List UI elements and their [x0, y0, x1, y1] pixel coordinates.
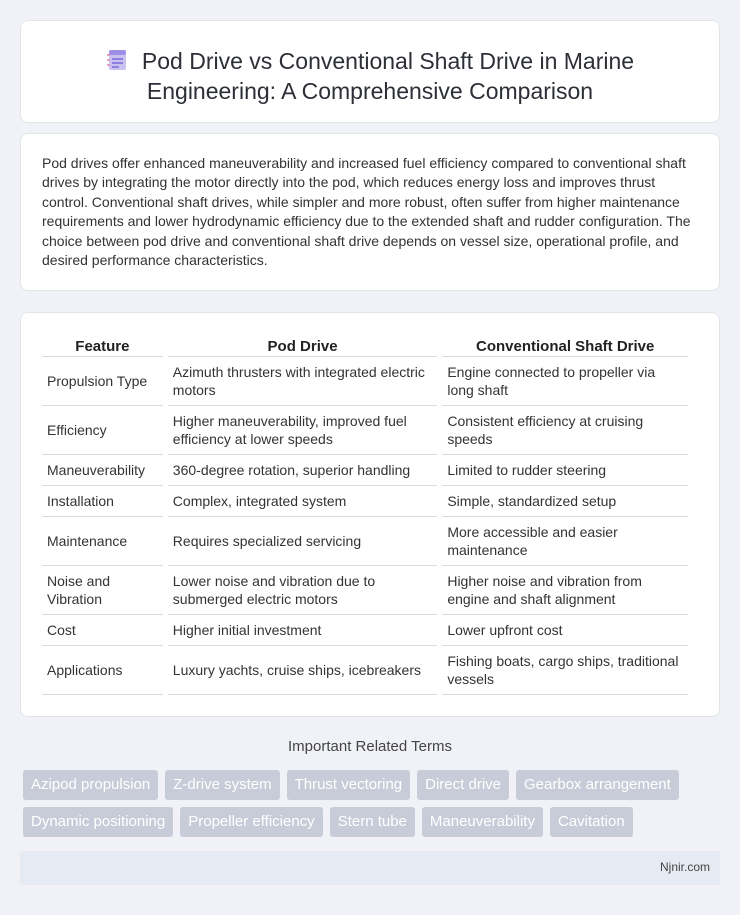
title-card — [20, 20, 720, 123]
table-row — [42, 357, 688, 406]
table-cell: Limited to rudder steering — [442, 455, 688, 486]
tag-cavitation[interactable]: Cavitation — [550, 807, 633, 837]
table-cell: Maintenance — [42, 517, 163, 566]
related-terms-title: Important Related Terms — [288, 738, 452, 755]
document-icon — [106, 48, 128, 72]
column-header-feature: Feature — [42, 333, 163, 357]
footer — [20, 851, 720, 885]
table-cell: Higher maneuverability, improved fuel efficiency at lower speeds — [168, 406, 438, 455]
table-cell: Higher noise and vibration from engine and shaft alignment — [442, 566, 688, 615]
table-cell: Maneuverability — [42, 455, 163, 486]
table-cell: Consistent efficiency at cruising speeds — [442, 406, 688, 455]
table-cell: Applications — [42, 646, 163, 695]
table-row — [42, 517, 688, 566]
table-cell: Fishing boats, cargo ships, traditional vessels — [442, 646, 688, 695]
intro-paragraph: Pod drives offer enhanced maneuverability and increased fuel efficiency compared to conventional shaft drives by integrating the motor directly into the pod, which reduces energy loss and improves thrust control. Conventional shaft drives, while simpler and more robust, often suffer from higher maintenance requirements and lower hydrodynamic efficiency due to the extended shaft and rudder configuration. The choice between pod drive and conventional shaft drive depends on vessel size, operational profile, and desired performance characteristics. — [42, 155, 691, 269]
tag-gearbox-arrangement[interactable]: Gearbox arrangement — [516, 770, 679, 800]
comparison-card — [20, 312, 720, 717]
table-row — [42, 455, 688, 486]
table-row — [42, 646, 688, 695]
table-cell: Engine connected to propeller via long shaft — [442, 357, 688, 406]
tag-z-drive-system[interactable]: Z-drive system — [165, 770, 279, 800]
table-header-row — [42, 333, 688, 357]
tag-thrust-vectoring[interactable]: Thrust vectoring — [287, 770, 411, 800]
table-row — [42, 486, 688, 517]
tag-stern-tube[interactable]: Stern tube — [330, 807, 415, 837]
tag-azipod-propulsion[interactable]: Azipod propulsion — [23, 770, 158, 800]
title-line-2: Engineering: A Comprehensive Comparison — [146, 78, 594, 104]
table-row — [42, 615, 688, 646]
tag-maneuverability[interactable]: Maneuverability — [422, 807, 543, 837]
table-cell: Lower upfront cost — [442, 615, 688, 646]
tag-row — [23, 807, 723, 837]
tag-direct-drive[interactable]: Direct drive — [417, 770, 509, 800]
table-cell: 360-degree rotation, superior handling — [168, 455, 438, 486]
page-title — [21, 46, 719, 106]
column-header-pod-drive: Pod Drive — [168, 333, 438, 357]
tag-propeller-efficiency[interactable]: Propeller efficiency — [180, 807, 322, 837]
table-cell: Lower noise and vibration due to submerged electric motors — [168, 566, 438, 615]
table-cell: Complex, integrated system — [168, 486, 438, 517]
table-cell: Luxury yachts, cruise ships, icebreakers — [168, 646, 438, 695]
tag-dynamic-positioning[interactable]: Dynamic positioning — [23, 807, 173, 837]
table-cell: Requires specialized servicing — [168, 517, 438, 566]
table-cell: More accessible and easier maintenance — [442, 517, 688, 566]
table-cell: Higher initial investment — [168, 615, 438, 646]
title-line-1: Pod Drive vs Conventional Shaft Drive in Marine — [141, 48, 635, 74]
table-cell: Efficiency — [42, 406, 163, 455]
table-cell: Azimuth thrusters with integrated electric motors — [168, 357, 438, 406]
table-row — [42, 566, 688, 615]
intro-card — [20, 133, 720, 291]
footer-site-name: Njnir.com — [659, 860, 710, 874]
table-cell: Installation — [42, 486, 163, 517]
table-cell: Noise and Vibration — [42, 566, 163, 615]
related-terms-list — [23, 770, 723, 844]
comparison-table — [37, 333, 693, 695]
column-header-shaft-drive: Conventional Shaft Drive — [442, 333, 688, 357]
table-cell: Simple, standardized setup — [442, 486, 688, 517]
tag-row — [23, 770, 723, 800]
table-row — [42, 406, 688, 455]
table-cell: Propulsion Type — [42, 357, 163, 406]
table-cell: Cost — [42, 615, 163, 646]
